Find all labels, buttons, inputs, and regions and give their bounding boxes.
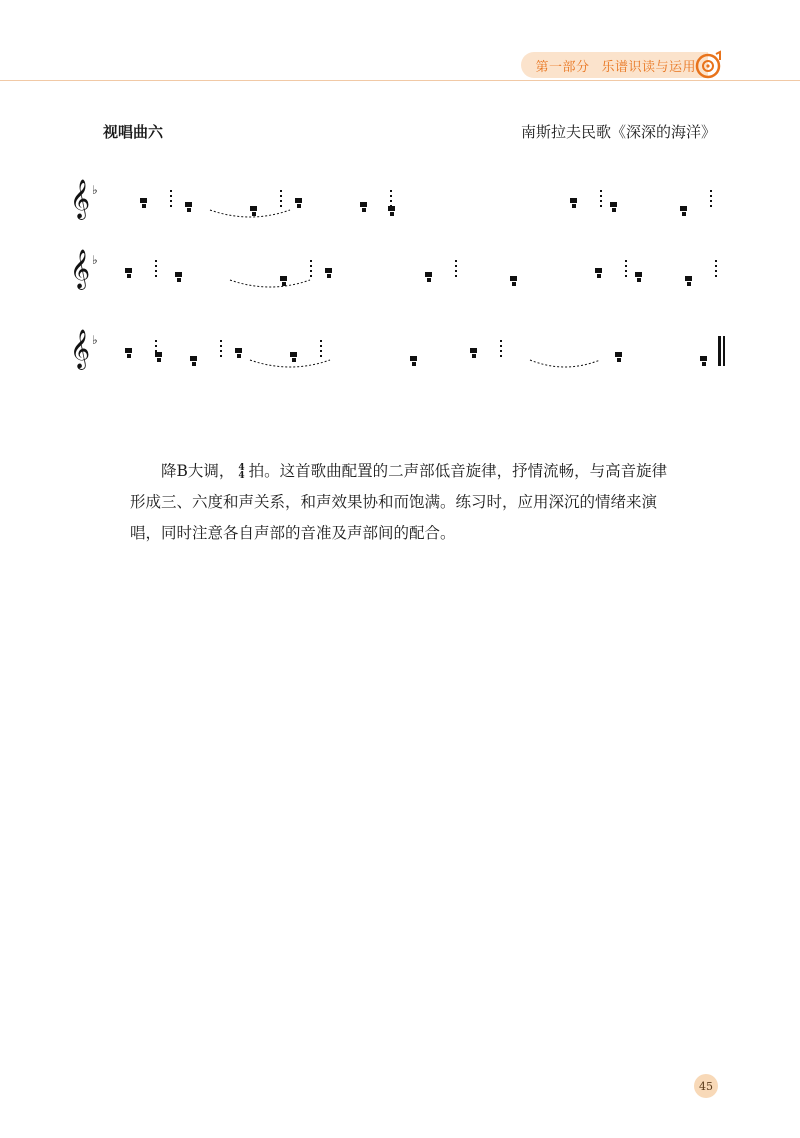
stem-dot [220,355,222,357]
stem-dot [320,355,322,357]
stem-dot [390,200,392,202]
stem-dot [155,265,157,267]
note-head [702,362,706,366]
stem-dot [715,275,717,277]
stem-dot [155,260,157,262]
note-head [615,352,622,357]
note-head [597,274,601,278]
time-signature-bottom: 4 [238,471,245,481]
note-head [637,278,641,282]
stem-dot [280,190,282,192]
note-head [425,272,432,277]
stem-dot [455,260,457,262]
stem-dot [320,345,322,347]
stem-dot [710,195,712,197]
stem-dot [600,200,602,202]
note-head [612,208,616,212]
stem-dot [220,345,222,347]
note-head [572,204,576,208]
stem-dot [280,205,282,207]
note-head [177,278,181,282]
flat-sign: ♭ [92,333,98,347]
time-signature [238,464,244,480]
note-head [570,198,577,203]
stem-dot [500,340,502,342]
stem-dot [320,340,322,342]
final-barline [718,336,721,366]
stem-dot [500,355,502,357]
stem-dot [710,205,712,207]
stem-dot [625,260,627,262]
tie [530,360,600,367]
note-head [295,198,302,203]
stem-dot [155,270,157,272]
flat-sign: ♭ [92,183,98,197]
note-head [360,202,367,207]
note-head [140,198,147,203]
note-head [125,268,132,273]
music-record-icon [694,50,724,80]
note-head [282,282,286,286]
note-head [470,348,477,353]
note-head [290,352,297,357]
note-head [700,356,707,361]
page-number: 45 [694,1074,718,1098]
note-head [327,274,331,278]
stem-dot [600,195,602,197]
note-head [687,282,691,286]
header-rule [0,80,800,81]
note-head [192,362,196,366]
stem-dot [280,195,282,197]
note-head [175,272,182,277]
note-head [472,354,476,358]
stem-dot [715,270,717,272]
stem-dot [500,345,502,347]
note-head [682,212,686,216]
note-head [250,206,257,211]
stem-dot [715,265,717,267]
note-head [512,282,516,286]
stem-dot [220,340,222,342]
section-label: 乐谱识读与运用 [601,59,696,75]
stem-dot [600,190,602,192]
note-head [127,274,131,278]
stem-dot [600,205,602,207]
treble-clef: 𝄞 [70,249,91,289]
note-head [235,348,242,353]
tie [230,280,310,287]
stem-dot [155,345,157,347]
note-head [185,202,192,207]
note-head [510,276,517,281]
note-head [187,208,191,212]
stem-dot [310,265,312,267]
treble-clef: 𝄞 [70,329,91,369]
description-paragraph [130,456,670,549]
note-head [142,204,146,208]
note-head [280,276,287,281]
description-body: 拍。这首歌曲配置的二声部低音旋律，抒情流畅，与高音旋律形成三、六度和声关系，和声效果协和而饱满。练习时，应用深沉的情绪来演唱，同时注意各自声部的音准及声部间的配合。 [130,462,668,542]
stem-dot [500,350,502,352]
note-head [325,268,332,273]
music-score [70,160,730,410]
stem-dot [170,205,172,207]
stem-dot [455,265,457,267]
running-header [0,0,800,90]
stem-dot [310,260,312,262]
stem-dot [170,195,172,197]
tie [210,210,290,217]
stem-dot [710,200,712,202]
note-head [685,276,692,281]
stem-dot [320,350,322,352]
stem-dot [715,260,717,262]
note-head [680,206,687,211]
stem-dot [155,275,157,277]
stem-dot [625,270,627,272]
note-head [410,356,417,361]
piece-source: 南斯拉夫民歌《深深的海洋》 [520,123,716,141]
stem-dot [310,270,312,272]
final-barline [723,336,725,366]
note-head [127,354,131,358]
stem-dot [390,195,392,197]
note-head [237,354,241,358]
note-head [635,272,642,277]
note-head [190,356,197,361]
note-head [388,206,395,211]
note-head [595,268,602,273]
stem-dot [455,275,457,277]
stem-dot [155,350,157,352]
note-head [297,204,301,208]
stem-dot [170,190,172,192]
stem-dot [625,275,627,277]
description-key: 降B大调， [161,462,235,480]
stem-dot [220,350,222,352]
note-head [617,358,621,362]
note-head [412,362,416,366]
stem-dot [390,190,392,192]
section-tab [521,52,708,78]
part-label: 第一部分 [535,59,590,75]
note-head [125,348,132,353]
note-head [252,212,256,216]
time-signature-top: 4 [238,463,245,473]
stem-dot [155,340,157,342]
piece-title: 视唱曲六 [103,123,164,141]
stem-dot [625,265,627,267]
note-head [610,202,617,207]
stem-dot [310,275,312,277]
note-head [362,208,366,212]
treble-clef: 𝄞 [70,179,91,219]
stem-dot [170,200,172,202]
stem-dot [455,270,457,272]
stem-dot [710,190,712,192]
tie [250,360,330,367]
note-head [390,212,394,216]
stem-dot [280,200,282,202]
note-head [292,358,296,362]
note-head [427,278,431,282]
flat-sign: ♭ [92,253,98,267]
note-head [157,358,161,362]
score-notation [70,179,730,370]
note-head [155,352,162,357]
